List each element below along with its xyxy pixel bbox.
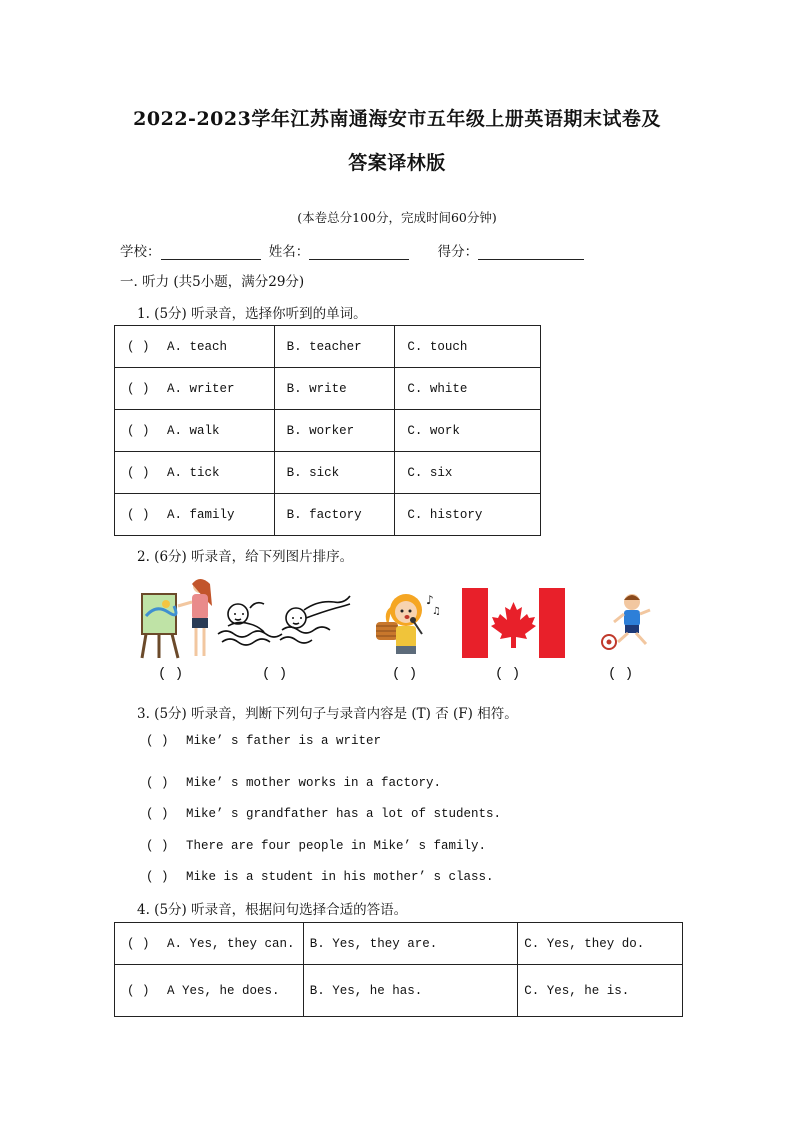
q1-option-cell bbox=[274, 326, 395, 368]
option-text: C. work bbox=[407, 423, 460, 438]
option-text: C. six bbox=[407, 465, 453, 480]
q2-caption-3[interactable]: ( ) bbox=[392, 666, 418, 682]
q1-row bbox=[115, 494, 541, 536]
option-text: A. family bbox=[167, 507, 235, 522]
svg-text:♪: ♪ bbox=[426, 593, 434, 607]
painter-icon bbox=[138, 576, 216, 660]
swimmers-icon bbox=[216, 588, 354, 652]
q1-option-cell bbox=[274, 494, 395, 536]
option-text: B. Yes, he has. bbox=[309, 983, 423, 998]
q4-option-cell bbox=[518, 965, 683, 1017]
option-text: A. teach bbox=[167, 339, 228, 354]
name-field[interactable] bbox=[309, 245, 409, 260]
q4-option-cell bbox=[518, 923, 683, 965]
q1-row bbox=[115, 410, 541, 452]
q1-option-cell bbox=[274, 368, 395, 410]
answer-blank[interactable]: ( ) bbox=[146, 776, 169, 790]
q4-option-cell bbox=[303, 923, 518, 965]
q1-option-cell bbox=[115, 452, 275, 494]
canada-flag-icon bbox=[462, 588, 565, 658]
svg-text:♫: ♫ bbox=[432, 606, 441, 617]
statement-text: Mike’ s grandfather has a lot of students. bbox=[186, 807, 502, 821]
q2-caption-5[interactable]: ( ) bbox=[608, 666, 634, 682]
answer-blank[interactable]: ( ) bbox=[146, 734, 169, 748]
q2-caption-1[interactable]: ( ) bbox=[158, 666, 184, 682]
option-text: B. factory bbox=[286, 507, 362, 522]
q4-option-cell bbox=[303, 965, 518, 1017]
q3-statement bbox=[146, 776, 441, 790]
option-text: C. touch bbox=[407, 339, 468, 354]
option-text: B. worker bbox=[286, 423, 355, 438]
option-text: B. write bbox=[286, 381, 347, 396]
singer-icon bbox=[370, 588, 442, 660]
q1-option-cell bbox=[115, 326, 275, 368]
football-boy-icon bbox=[598, 592, 660, 654]
option-text: A Yes, he does. bbox=[167, 983, 280, 998]
q3-prompt: 3. (5分) 听录音，判断下列句子与录音内容是 (T) 否 (F) 相符。 bbox=[137, 706, 518, 722]
school-field[interactable] bbox=[161, 245, 261, 260]
answer-blank[interactable]: ( ) bbox=[146, 839, 169, 853]
option-text: C. white bbox=[407, 381, 468, 396]
q1-row bbox=[115, 368, 541, 410]
section-heading: 一. 听力 (共5小题，满分29分) bbox=[120, 274, 305, 290]
q1-option-cell bbox=[395, 368, 541, 410]
q1-option-cell bbox=[395, 410, 541, 452]
statement-text: Mike’ s father is a writer bbox=[186, 734, 382, 748]
answer-blank[interactable]: ( ) bbox=[127, 507, 150, 522]
option-text: B. sick bbox=[286, 465, 340, 480]
q1-option-cell bbox=[115, 368, 275, 410]
answer-blank[interactable]: ( ) bbox=[127, 465, 150, 480]
student-info-row bbox=[120, 240, 584, 260]
answer-blank[interactable]: ( ) bbox=[127, 423, 150, 438]
school-label: 学校： bbox=[120, 244, 161, 260]
q1-row bbox=[115, 326, 541, 368]
q4-option-cell bbox=[115, 965, 304, 1017]
answer-blank[interactable]: ( ) bbox=[127, 936, 150, 951]
answer-blank[interactable]: ( ) bbox=[127, 339, 150, 354]
q3-statement bbox=[146, 734, 381, 748]
q4-option-cell bbox=[115, 923, 304, 965]
statement-text: Mike is a student in his mother’ s class. bbox=[186, 870, 494, 884]
option-text: A. walk bbox=[167, 423, 220, 438]
page-title-line1: 2022-2023学年江苏南通海安市五年级上册英语期末试卷及 bbox=[133, 108, 661, 130]
option-text: B. teacher bbox=[286, 339, 362, 354]
statement-text: There are four people in Mike’ s family. bbox=[186, 839, 487, 853]
q3-statement bbox=[146, 839, 486, 853]
q1-option-cell bbox=[115, 494, 275, 536]
q3-statement bbox=[146, 807, 501, 821]
q1-option-cell bbox=[395, 326, 541, 368]
q1-option-cell bbox=[395, 494, 541, 536]
q4-table bbox=[114, 922, 683, 1017]
answer-blank[interactable]: ( ) bbox=[146, 807, 169, 821]
q1-option-cell bbox=[274, 410, 395, 452]
option-text: A. tick bbox=[167, 465, 220, 480]
name-label: 姓名： bbox=[268, 244, 310, 260]
answer-blank[interactable]: ( ) bbox=[146, 870, 169, 884]
option-text: C. Yes, he is. bbox=[524, 983, 630, 998]
q4-row bbox=[115, 965, 683, 1017]
q2-prompt: 2. (6分) 听录音，给下列图片排序。 bbox=[137, 549, 354, 565]
option-text: C. history bbox=[407, 507, 483, 522]
q1-option-cell bbox=[115, 410, 275, 452]
q2-caption-2[interactable]: ( ) bbox=[262, 666, 288, 682]
page-title-line2: 答案译林版 bbox=[348, 152, 446, 174]
q4-prompt: 4. (5分) 听录音，根据问句选择合适的答语。 bbox=[137, 902, 408, 918]
q1-option-cell bbox=[395, 452, 541, 494]
q1-prompt: 1. (5分) 听录音，选择你听到的单词。 bbox=[137, 306, 367, 322]
q4-row bbox=[115, 923, 683, 965]
q3-statement bbox=[146, 870, 494, 884]
option-text: C. Yes, they do. bbox=[524, 936, 645, 951]
statement-text: Mike’ s mother works in a factory. bbox=[186, 776, 442, 790]
score-label: 得分： bbox=[437, 244, 479, 260]
subtitle: (本卷总分100分，完成时间60分钟) bbox=[297, 210, 497, 225]
q2-caption-4[interactable]: ( ) bbox=[495, 666, 521, 682]
q1-row bbox=[115, 452, 541, 494]
answer-blank[interactable]: ( ) bbox=[127, 983, 150, 998]
q1-option-cell bbox=[274, 452, 395, 494]
option-text: B. Yes, they are. bbox=[309, 936, 438, 951]
answer-blank[interactable]: ( ) bbox=[127, 381, 150, 396]
option-text: A. writer bbox=[167, 381, 235, 396]
option-text: A. Yes, they can. bbox=[167, 936, 295, 951]
q1-table bbox=[114, 325, 541, 536]
score-field[interactable] bbox=[478, 245, 584, 260]
